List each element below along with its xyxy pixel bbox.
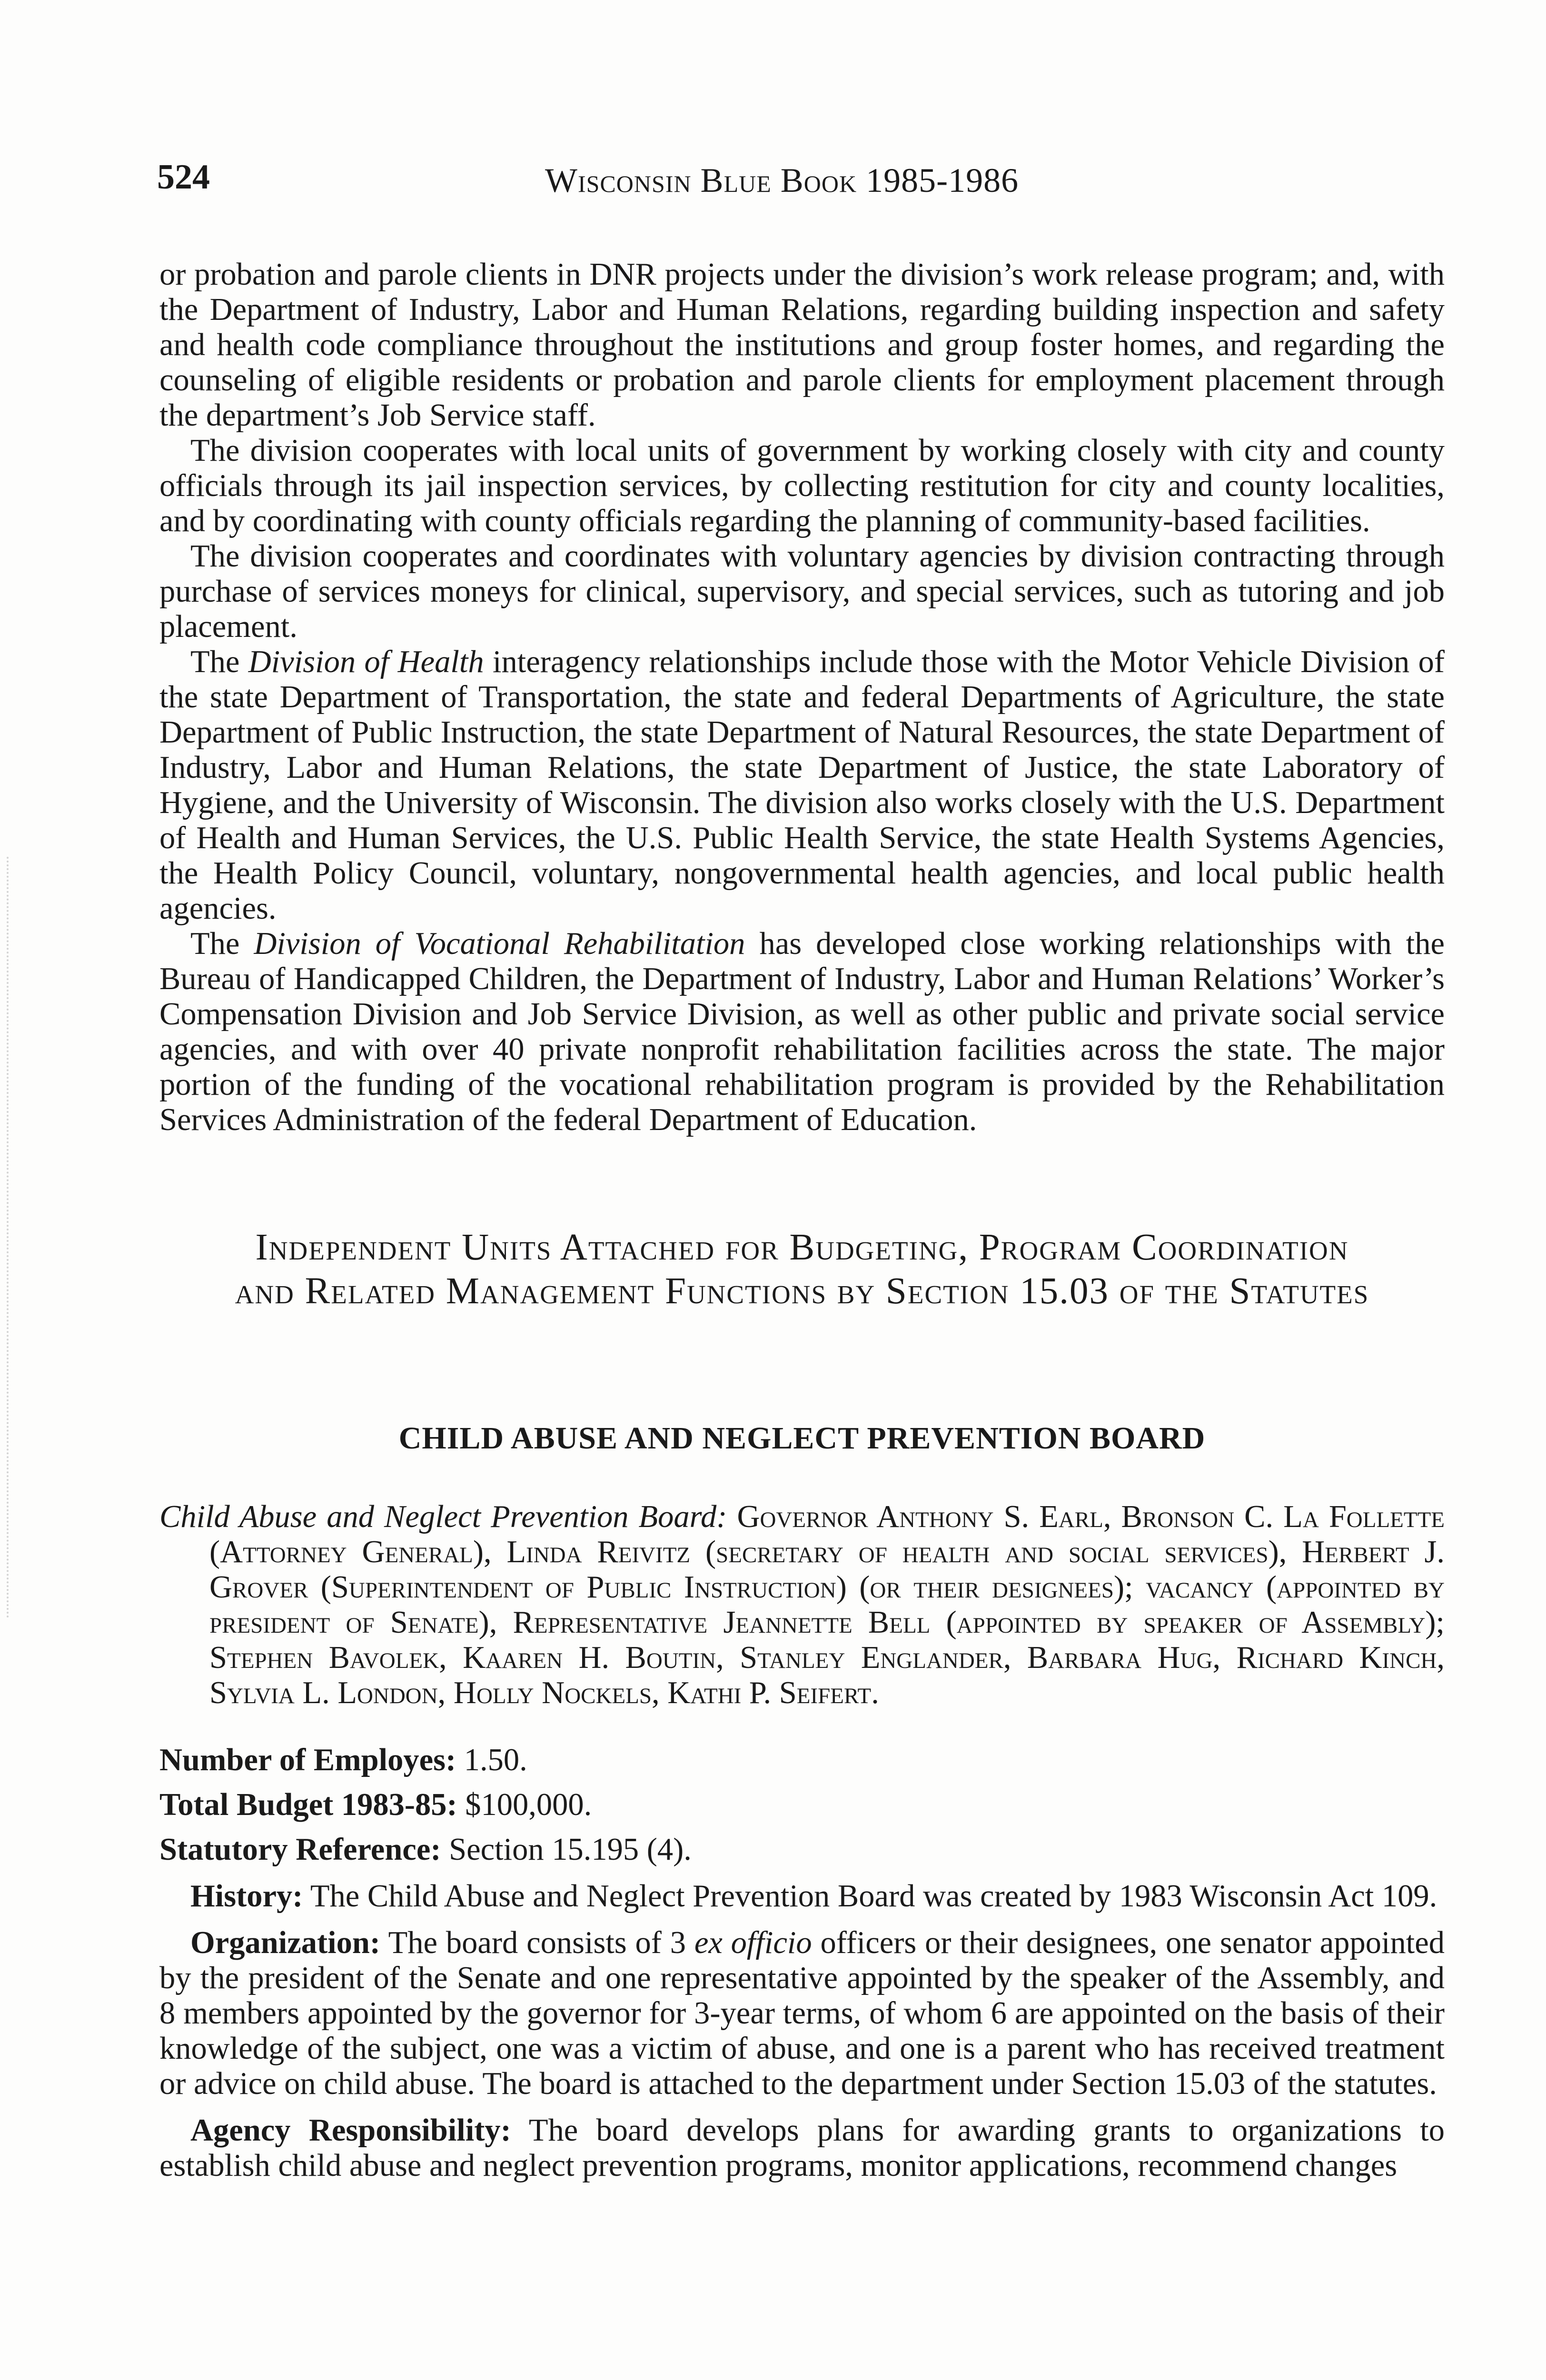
statutory-reference-field: Statutory Reference: Section 15.195 (4).: [159, 1832, 692, 1867]
page-number: 524: [157, 158, 210, 197]
paragraph-division-of-health: The Division of Health interagency relationships include those with the Motor Vehicle Division of the state Department of Transportation, the state and federal Departments of Agriculture, the state Department of Public Instruction, the state Department of Natural Resources, the state Department of Industry, Labor and Human Relations, the state Department of Justice, the state Laboratory of Hygiene, and the University of Wisconsin. The division also works closely with the U.S. Department of Health and Human Services, the U.S. Public Health Service, the state Health Systems Agencies, the Health Policy Council, voluntary, nongovernmental health agencies, and local public health agencies.: [159, 645, 1445, 926]
page-content: [159, 257, 1445, 2183]
running-head: [157, 157, 1442, 214]
history-field: History: The Child Abuse and Neglect Prevention Board was created by 1983 Wisconsin Act 109.: [190, 1878, 1437, 1914]
board-heading: CHILD ABUSE AND NEGLECT PREVENTION BOARD: [398, 1421, 1206, 1456]
paragraph-voluntary-agencies: The division cooperates and coordinates with voluntary agencies by division contracting through purchase of services moneys for clinical, supervisory, and special services, such as tutoring and job placement.: [159, 539, 1445, 644]
section-heading-line-1: Independent Units Attached for Budgeting, Program Coordination: [255, 1227, 1349, 1268]
section-heading-line-2: and Related Management Functions by Section 15.03 of the Statutes: [235, 1270, 1369, 1312]
employees-field: Number of Employes: 1.50.: [159, 1742, 527, 1777]
board-members-list: Governor Anthony S. Earl, Bronson C. La Follette (Attorney General), Linda Reivitz (secretary of health and social services), Herbert J. Grover (Superintendent of Public Instruction) (or their designees); vacancy (appointed by president of Senate), Representative Jeannette Bell (appointed by speaker of Assembly); Stephen Bavolek, Kaaren H. Boutin, Stanley Englander, Barbara Hug, Richard Kinch, Sylvia L. London, Holly Nockels, Kathi P. Seifert.: [209, 1499, 1445, 1710]
section-heading: [159, 1226, 1445, 1313]
book-title: Wisconsin Blue Book 1985-1986: [545, 161, 1019, 199]
organization-field: Organization: The board consists of 3 ex officio officers or their designees, one senator appointed by the president of the Senate and one representative appointed by the speaker of the Assembly, and 8 members appointed by the governor for 3-year terms, of whom 6 are appointed on the basis of their knowledge of the subject, one was a victim of abuse, and one is a parent who has received treatment or advice on child abuse. The board is attached to the department under Section 15.03 of the statutes.: [159, 1925, 1445, 2101]
board-members-entry: [159, 1499, 1445, 1711]
board-members-label: Child Abuse and Neglect Prevention Board:: [159, 1499, 727, 1534]
paragraph-local-government: The division cooperates with local units of government by working closely with city and county officials through its jail inspection services, by collecting restitution for city and county localities, and by coordinating with county officials regarding the planning of community-based facilities.: [159, 433, 1445, 538]
budget-field: Total Budget 1983-85: $100,000.: [159, 1787, 592, 1822]
paragraph-vocational-rehabilitation: The Division of Vocational Rehabilitation has developed close working relationships with the Bureau of Handicapped Children, the Department of Industry, Labor and Human Relations’ Worker’s Compensation Division and Job Service Division, as well as other public and private social service agencies, and with over 40 private nonprofit rehabilitation facilities across the state. The major portion of the funding of the vocational rehabilitation program is provided by the Rehabilitation Services Administration of the federal Department of Education.: [159, 926, 1445, 1137]
agency-responsibility-field: Agency Responsibility: The board develops plans for awarding grants to organizations to establish child abuse and neglect prevention programs, monitor applications, recommend changes: [159, 2112, 1445, 2183]
margin-scan-marks: [7, 857, 18, 1618]
paragraph-corrections-cooperation: or probation and parole clients in DNR projects under the division’s work release program; and, with the Department of Industry, Labor and Human Relations, regarding building inspection and safety and health code compliance throughout the institutions and group foster homes, and regarding the counseling of eligible residents or probation and parole clients for employment placement through the department’s Job Service staff.: [159, 257, 1445, 433]
